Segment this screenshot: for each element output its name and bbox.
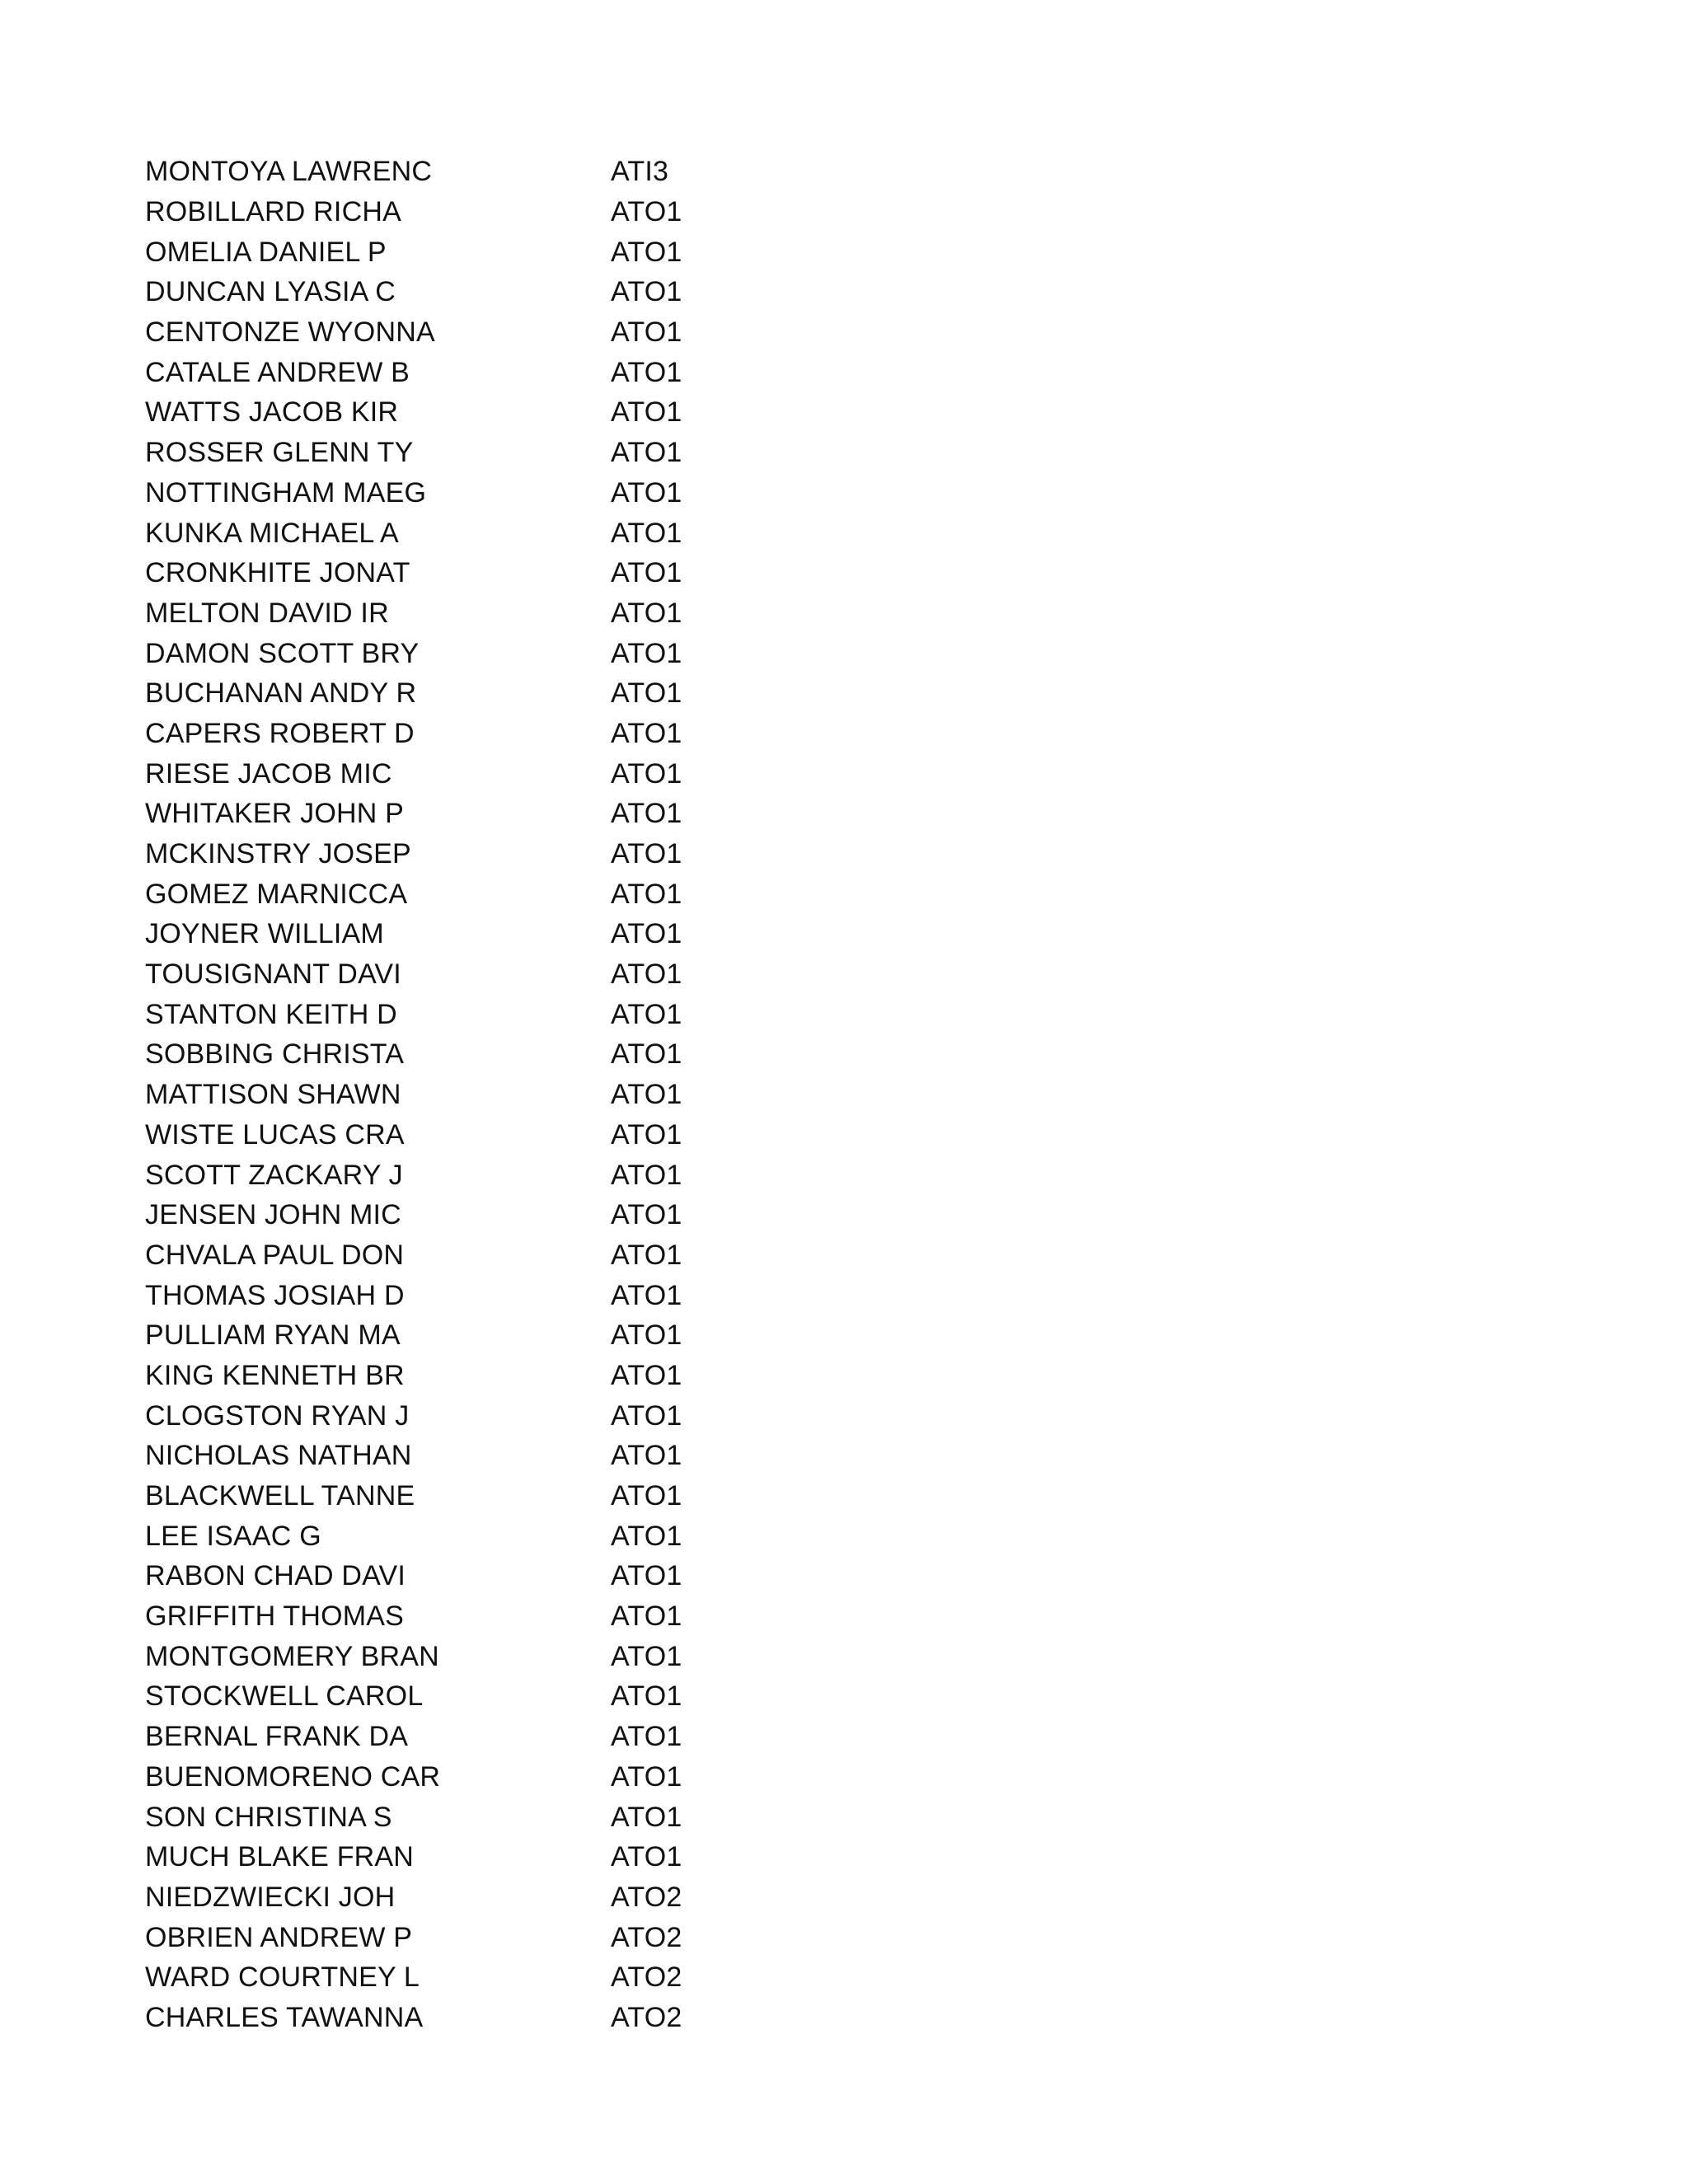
- roster-row: [145, 1837, 887, 1877]
- employee-name: MUCH BLAKE FRAN: [145, 1841, 415, 1873]
- rating-code: ATO1: [611, 316, 682, 349]
- rating-code: ATO1: [611, 1801, 682, 1833]
- employee-name: WISTE LUCAS CRA: [145, 1118, 405, 1151]
- roster-row: [145, 433, 887, 473]
- roster-row: [145, 954, 887, 995]
- rating-code: ATO2: [611, 1881, 682, 1913]
- roster-row: [145, 152, 887, 192]
- employee-name: CAPERS ROBERT D: [145, 717, 415, 749]
- rating-code: ATO2: [611, 1961, 682, 1994]
- employee-name: BLACKWELL TANNE: [145, 1480, 415, 1512]
- rating-code: ATO1: [611, 1279, 682, 1311]
- roster-list: [145, 152, 887, 2037]
- roster-row: [145, 1115, 887, 1155]
- employee-name: PULLIAM RYAN MA: [145, 1319, 401, 1352]
- rating-code: ATO1: [611, 1038, 682, 1071]
- employee-name: CATALE ANDREW B: [145, 356, 410, 388]
- employee-name: RIESE JACOB MIC: [145, 757, 392, 790]
- rating-code: ATO1: [611, 1118, 682, 1151]
- roster-row: [145, 1917, 887, 1957]
- employee-name: CENTONZE WYONNA: [145, 316, 435, 349]
- rating-code: ATI3: [611, 156, 669, 188]
- employee-name: CLOGSTON RYAN J: [145, 1399, 410, 1432]
- roster-row: [145, 1556, 887, 1596]
- rating-code: ATO1: [611, 918, 682, 950]
- roster-row: [145, 1717, 887, 1757]
- roster-row: [145, 1075, 887, 1115]
- employee-name: OMELIA DANIEL P: [145, 236, 387, 268]
- employee-name: MCKINSTRY JOSEP: [145, 838, 411, 870]
- roster-row: [145, 1155, 887, 1195]
- roster-row: [145, 272, 887, 312]
- employee-name: STOCKWELL CAROL: [145, 1680, 424, 1713]
- roster-row: [145, 352, 887, 392]
- employee-name: ROBILLARD RICHA: [145, 196, 401, 228]
- roster-row: [145, 1476, 887, 1516]
- rating-code: ATO1: [611, 1239, 682, 1271]
- rating-code: ATO1: [611, 677, 682, 710]
- roster-row: [145, 1676, 887, 1717]
- rating-code: ATO1: [611, 1520, 682, 1552]
- roster-row: [145, 1315, 887, 1356]
- roster-row: [145, 1757, 887, 1797]
- rating-code: ATO1: [611, 798, 682, 830]
- roster-row: [145, 1797, 887, 1837]
- rating-code: ATO1: [611, 356, 682, 388]
- roster-row: [145, 192, 887, 232]
- rating-code: ATO2: [611, 1921, 682, 1953]
- roster-row: [145, 1516, 887, 1556]
- employee-name: MELTON DAVID IR: [145, 597, 389, 629]
- employee-name: BUCHANAN ANDY R: [145, 677, 417, 710]
- rating-code: ATO1: [611, 236, 682, 268]
- rating-code: ATO1: [611, 1721, 682, 1753]
- roster-row: [145, 714, 887, 754]
- rating-code: ATO1: [611, 1159, 682, 1191]
- roster-row: [145, 1395, 887, 1436]
- employee-name: GRIFFITH THOMAS: [145, 1601, 405, 1633]
- roster-row: [145, 1636, 887, 1676]
- rating-code: ATO1: [611, 1601, 682, 1633]
- rating-code: ATO1: [611, 1760, 682, 1793]
- employee-name: DUNCAN LYASIA C: [145, 276, 396, 308]
- rating-code: ATO1: [611, 878, 682, 910]
- roster-row: [145, 593, 887, 634]
- rating-code: ATO1: [611, 597, 682, 629]
- rating-code: ATO1: [611, 476, 682, 509]
- rating-code: ATO1: [611, 1399, 682, 1432]
- employee-name: LEE ISAAC G: [145, 1520, 321, 1552]
- rating-code: ATO1: [611, 1841, 682, 1873]
- roster-row: [145, 834, 887, 874]
- employee-name: MONTOYA LAWRENC: [145, 156, 433, 188]
- roster-row: [145, 794, 887, 834]
- roster-row: [145, 513, 887, 553]
- employee-name: ROSSER GLENN TY: [145, 437, 414, 469]
- employee-name: BERNAL FRANK DA: [145, 1721, 409, 1753]
- employee-name: MONTGOMERY BRAN: [145, 1640, 439, 1672]
- roster-row: [145, 1998, 887, 2038]
- roster-row: [145, 1596, 887, 1637]
- rating-code: ATO1: [611, 637, 682, 669]
- roster-row: [145, 1195, 887, 1235]
- rating-code: ATO1: [611, 958, 682, 991]
- rating-code: ATO1: [611, 1440, 682, 1472]
- rating-code: ATO1: [611, 1079, 682, 1111]
- rating-code: ATO1: [611, 1560, 682, 1592]
- employee-name: JOYNER WILLIAM: [145, 918, 384, 950]
- rating-code: ATO1: [611, 838, 682, 870]
- roster-row: [145, 633, 887, 673]
- employee-name: SOBBING CHRISTA: [145, 1038, 405, 1071]
- rating-code: ATO1: [611, 276, 682, 308]
- employee-name: NOTTINGHAM MAEG: [145, 476, 427, 509]
- employee-name: MATTISON SHAWN: [145, 1079, 401, 1111]
- rating-code: ATO1: [611, 396, 682, 429]
- employee-name: CHARLES TAWANNA: [145, 2001, 424, 2033]
- rating-code: ATO1: [611, 1680, 682, 1713]
- roster-row: [145, 753, 887, 794]
- rating-code: ATO1: [611, 196, 682, 228]
- employee-name: WHITAKER JOHN P: [145, 798, 405, 830]
- roster-row: [145, 673, 887, 714]
- employee-name: CHVALA PAUL DON: [145, 1239, 405, 1271]
- roster-row: [145, 1275, 887, 1315]
- roster-row: [145, 312, 887, 353]
- roster-row: [145, 1436, 887, 1476]
- roster-row: [145, 914, 887, 954]
- rating-code: ATO2: [611, 2001, 682, 2033]
- roster-row: [145, 392, 887, 433]
- employee-name: THOMAS JOSIAH D: [145, 1279, 405, 1311]
- rating-code: ATO1: [611, 437, 682, 469]
- roster-row: [145, 232, 887, 272]
- rating-code: ATO1: [611, 1319, 682, 1352]
- rating-code: ATO1: [611, 1640, 682, 1672]
- employee-name: CRONKHITE JONAT: [145, 557, 410, 589]
- rating-code: ATO1: [611, 717, 682, 749]
- employee-name: WARD COURTNEY L: [145, 1961, 420, 1994]
- employee-name: RABON CHAD DAVI: [145, 1560, 406, 1592]
- employee-name: SCOTT ZACKARY J: [145, 1159, 403, 1191]
- rating-code: ATO1: [611, 1359, 682, 1391]
- rating-code: ATO1: [611, 557, 682, 589]
- roster-row: [145, 473, 887, 513]
- roster-row: [145, 1877, 887, 1918]
- roster-row: [145, 1034, 887, 1075]
- employee-name: NIEDZWIECKI JOH: [145, 1881, 396, 1913]
- employee-name: KUNKA MICHAEL A: [145, 517, 399, 549]
- employee-name: DAMON SCOTT BRY: [145, 637, 420, 669]
- employee-name: JENSEN JOHN MIC: [145, 1199, 401, 1231]
- rating-code: ATO1: [611, 998, 682, 1030]
- roster-row: [145, 1235, 887, 1276]
- employee-name: WATTS JACOB KIR: [145, 396, 399, 429]
- employee-name: BUENOMORENO CAR: [145, 1760, 441, 1793]
- roster-row: [145, 553, 887, 593]
- rating-code: ATO1: [611, 517, 682, 549]
- employee-name: STANTON KEITH D: [145, 998, 397, 1030]
- roster-row: [145, 994, 887, 1034]
- employee-name: GOMEZ MARNICCA: [145, 878, 408, 910]
- employee-name: OBRIEN ANDREW P: [145, 1921, 413, 1953]
- employee-name: NICHOLAS NATHAN: [145, 1440, 412, 1472]
- rating-code: ATO1: [611, 1480, 682, 1512]
- employee-name: SON CHRISTINA S: [145, 1801, 392, 1833]
- employee-name: KING KENNETH BR: [145, 1359, 405, 1391]
- roster-row: [145, 1957, 887, 1998]
- employee-name: TOUSIGNANT DAVI: [145, 958, 401, 991]
- rating-code: ATO1: [611, 1199, 682, 1231]
- rating-code: ATO1: [611, 757, 682, 790]
- roster-row: [145, 1356, 887, 1396]
- roster-row: [145, 874, 887, 914]
